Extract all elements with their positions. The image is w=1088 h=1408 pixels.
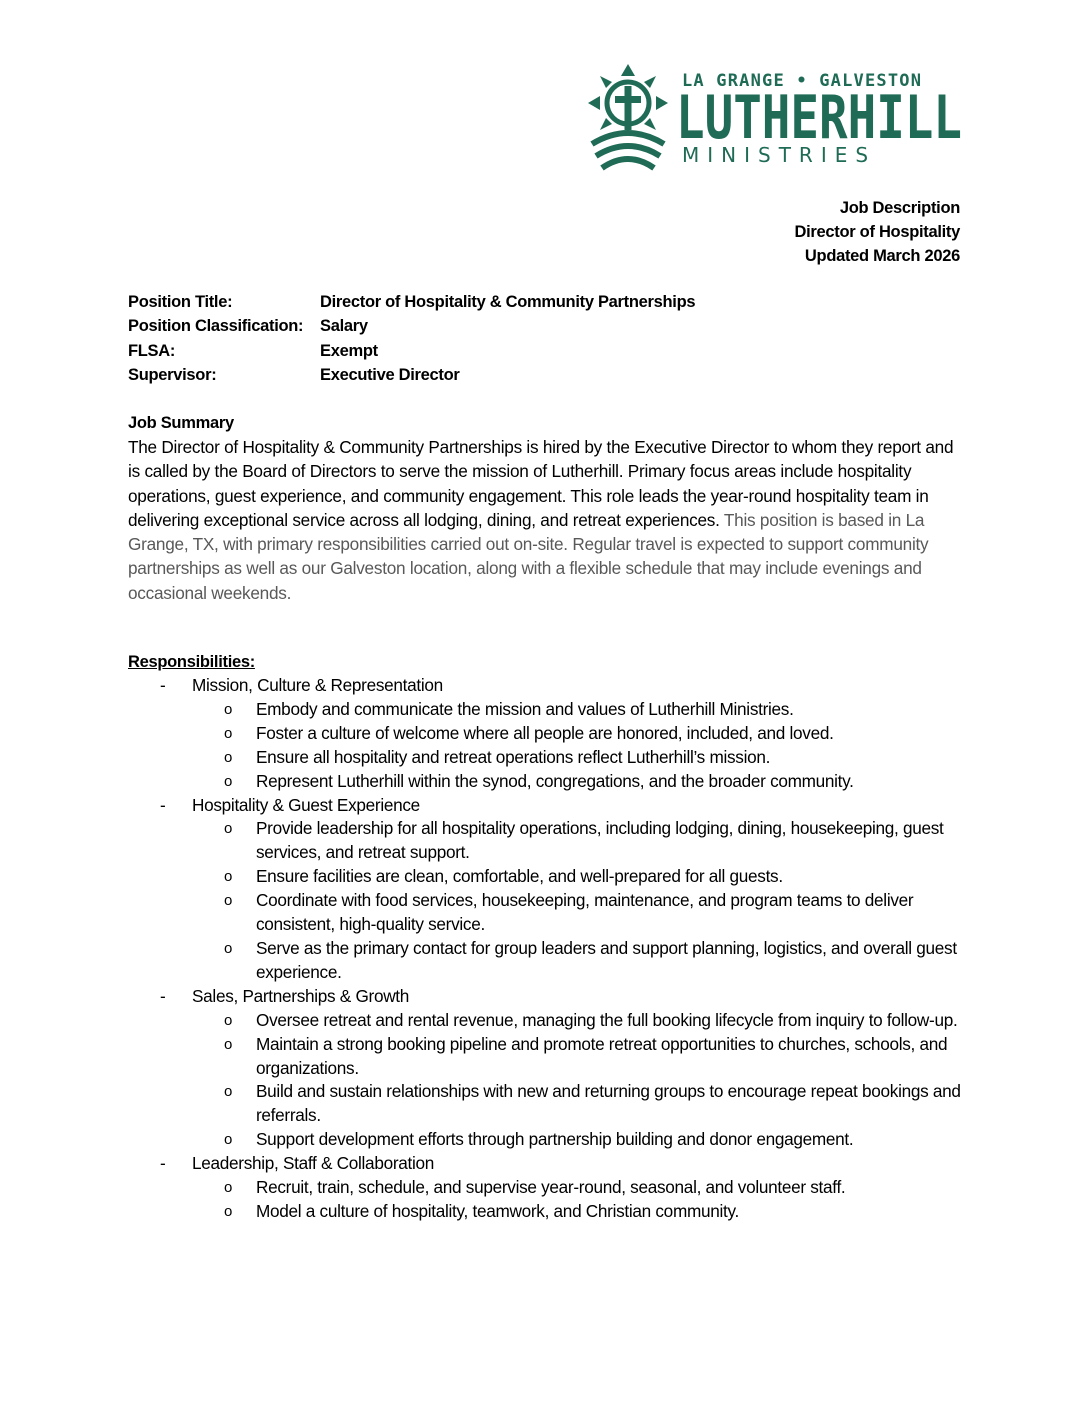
list-item (128, 746, 968, 770)
list-item-text: Ensure facilities are clean, comfortable, and well-prepared for all guests. (256, 866, 783, 887)
list-item (128, 722, 968, 746)
job-summary-main: The Director of Hospitality & Community Partnerships is hired by the Executive Director to whom they report and is called by the Board of Directors to serve the mission of Lutherhill. Primary focus areas include hospitality operations, guest experience, and community engagement. This role leads the year-round hospitality team in delivering exceptional service across all lodging, dining, and retreat experiences. (128, 437, 954, 530)
info-label: FLSA: (128, 341, 176, 360)
dash-bullet-icon: - (160, 1153, 166, 1174)
job-summary-heading: Job Summary (128, 414, 234, 432)
category-title-text: Mission, Culture & Representation (192, 675, 443, 695)
logo-tagline: LA GRANGE • GALVESTON (682, 71, 923, 91)
list-item (128, 1128, 968, 1152)
lutherhill-logo (586, 60, 966, 172)
category-title-text: Leadership, Staff & Collaboration (192, 1153, 435, 1174)
circle-bullet-icon: o (224, 700, 233, 718)
info-row-classification (128, 314, 695, 338)
info-label: Supervisor: (128, 365, 217, 384)
list-item-text: Embody and communicate the mission and values of Lutherhill Ministries. (256, 698, 794, 719)
category-title (128, 674, 968, 698)
list-item (128, 889, 968, 937)
responsibility-category (128, 674, 968, 794)
responsibilities-heading: Responsibilities: (128, 653, 255, 671)
list-item-text: Build and sustain relationships with new and returning groups to encourage repeat bookings and referrals. (256, 1081, 961, 1126)
circle-bullet-icon: o (224, 1083, 233, 1101)
sun-cross-hill-icon (586, 60, 966, 172)
list-item (128, 1033, 968, 1081)
category-title-text: Hospitality & Guest Experience (192, 794, 420, 815)
job-summary-text (128, 435, 958, 605)
circle-bullet-icon: o (224, 1131, 233, 1149)
position-info-table (128, 290, 695, 387)
info-value: Director of Hospitality & Community Partnerships (320, 293, 696, 311)
list-item-text: Support development efforts through partnership building and donor engagement. (256, 1129, 854, 1150)
header-doc-type: Job Description (839, 199, 960, 217)
document-header (795, 196, 960, 268)
list-item (128, 865, 968, 889)
circle-bullet-icon: o (224, 748, 233, 766)
header-position: Director of Hospitality (794, 223, 960, 241)
circle-bullet-icon: o (224, 1035, 233, 1053)
header-updated-date: Updated March 2026 (804, 247, 960, 265)
list-item (128, 770, 968, 794)
info-row-supervisor (128, 363, 695, 387)
circle-bullet-icon: o (224, 772, 233, 790)
responsibility-category (128, 985, 968, 1152)
list-item (128, 1080, 968, 1128)
circle-bullet-icon: o (224, 868, 233, 886)
dash-bullet-icon: - (160, 985, 166, 1006)
category-title (128, 794, 968, 818)
responsibility-category (128, 1152, 968, 1224)
job-summary-section (128, 411, 958, 605)
category-title-text: Sales, Partnerships & Growth (192, 985, 410, 1006)
job-summary-location: This position is based in La Grange, TX, with primary responsibilities carried out on-site. Regular travel is expected to support community partnerships as well as our Galveston location, along with a flexible schedule that may include evenings and occasional weekends. (128, 509, 929, 603)
info-row-flsa (128, 339, 695, 363)
info-value: Salary (320, 317, 368, 336)
list-item-text: Maintain a strong booking pipeline and promote retreat opportunities to churches, schools, and organizations. (256, 1033, 948, 1078)
dash-bullet-icon: - (160, 675, 166, 695)
list-item (128, 937, 968, 985)
list-item-text: Foster a culture of welcome where all people are honored, included, and loved. (256, 722, 834, 743)
list-item-text: Oversee retreat and rental revenue, managing the full booking lifecycle from inquiry to follow-up. (256, 1009, 958, 1030)
list-item (128, 1176, 968, 1200)
list-item-text: Provide leadership for all hospitality operations, including lodging, dining, housekeeping, guest services, and retreat support. (256, 818, 944, 863)
list-item-text: Recruit, train, schedule, and supervise year-round, seasonal, and volunteer staff. (256, 1177, 846, 1198)
list-item-text: Represent Lutherhill within the synod, congregations, and the broader community. (256, 770, 854, 791)
logo-subname: MINISTRIES (682, 143, 877, 167)
responsibilities-section (128, 650, 968, 1224)
list-item (128, 1009, 968, 1033)
category-title (128, 985, 968, 1009)
list-item-text: Serve as the primary contact for group leaders and support planning, logistics, and overall guest experience. (256, 937, 957, 982)
info-label: Position Title: (128, 293, 233, 311)
circle-bullet-icon: o (224, 892, 233, 910)
info-row-title (128, 290, 695, 314)
list-item-text: Coordinate with food services, housekeeping, maintenance, and program teams to deliver consistent, high-quality service. (256, 890, 914, 935)
circle-bullet-icon: o (224, 1202, 233, 1220)
info-label: Position Classification: (128, 317, 304, 336)
circle-bullet-icon: o (224, 1011, 233, 1029)
list-item-text: Model a culture of hospitality, teamwork, and Christian community. (256, 1200, 739, 1221)
circle-bullet-icon: o (224, 1179, 233, 1197)
list-item-text: Ensure all hospitality and retreat operations reflect Lutherhill’s mission. (256, 746, 771, 767)
logo-name: LUTHERHILL (676, 83, 962, 153)
responsibility-category (128, 794, 968, 985)
circle-bullet-icon: o (224, 820, 233, 838)
list-item (128, 698, 968, 722)
info-value: Exempt (320, 341, 378, 360)
info-value: Executive Director (320, 365, 460, 384)
circle-bullet-icon: o (224, 939, 233, 957)
dash-bullet-icon: - (160, 794, 166, 815)
category-title (128, 1152, 968, 1176)
circle-bullet-icon: o (224, 724, 233, 742)
list-item (128, 1200, 968, 1224)
list-item (128, 817, 968, 865)
